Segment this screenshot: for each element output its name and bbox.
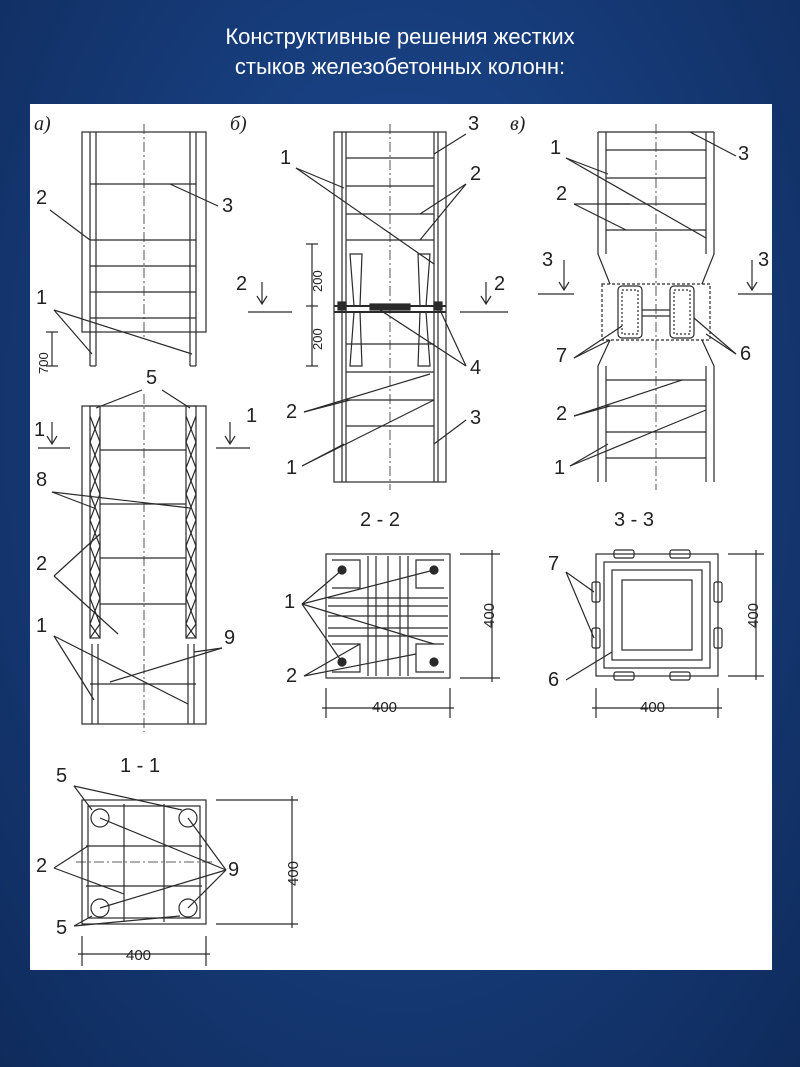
mark-a-2-lower: 2	[36, 553, 48, 575]
mark-v-6: 6	[740, 343, 752, 365]
panel-b-column	[248, 124, 508, 490]
section-label-3-3: 3 - 3	[614, 509, 655, 531]
mark-s22-1: 1	[284, 591, 296, 613]
title-line-2: стыков железобетонных колонн:	[234, 54, 566, 79]
mark-b-cut-2-left: 2	[236, 273, 248, 295]
panel-a-upper-column	[46, 124, 206, 366]
mark-v-2-bottom: 2	[556, 403, 568, 425]
section-label-2-2: 2 - 2	[360, 509, 401, 531]
mark-b-1-bottom: 1	[286, 457, 298, 479]
mark-a-3: 3	[222, 195, 234, 217]
dim-1-1-width: 400	[126, 947, 152, 964]
title-line-1: Конструктивные решения жестких	[225, 24, 575, 49]
slide-title	[0, 22, 800, 82]
mark-b-4: 4	[470, 357, 482, 379]
mark-b-1-top: 1	[280, 147, 292, 169]
mark-v-1-top: 1	[550, 137, 562, 159]
mark-a-1-lower: 1	[36, 615, 48, 637]
mark-v-cut-3-right: 3	[758, 249, 770, 271]
mark-a-2: 2	[36, 187, 48, 209]
dim-200-lower: 200	[310, 328, 325, 350]
section-3-3	[592, 550, 764, 718]
dim-700: 700	[36, 352, 51, 374]
mark-a-5: 5	[146, 367, 158, 389]
dim-3-3-height: 400	[745, 602, 762, 628]
mark-b-2-top: 2	[470, 163, 482, 185]
panel-label-a: а)	[34, 113, 51, 135]
mark-s11-2: 2	[36, 855, 48, 877]
dim-3-3-width: 400	[640, 699, 666, 716]
mark-s11-9: 9	[228, 859, 240, 881]
drawing-canvas	[30, 104, 772, 970]
mark-v-1-bottom: 1	[554, 457, 566, 479]
mark-v-7: 7	[556, 345, 568, 367]
panel-label-v: в)	[510, 113, 526, 135]
mark-a-8: 8	[36, 469, 48, 491]
dim-200-upper: 200	[310, 270, 325, 292]
mark-s11-5-bottom: 5	[56, 917, 68, 939]
mark-a-1: 1	[36, 287, 48, 309]
mark-b-3-top: 3	[468, 113, 480, 135]
dim-1-1-height: 400	[285, 860, 302, 886]
panel-label-b: б)	[230, 113, 247, 135]
mark-v-2-top: 2	[556, 183, 568, 205]
mark-b-2-bottom: 2	[286, 401, 298, 423]
drawing-sheet	[30, 104, 772, 970]
mark-v-3-top: 3	[738, 143, 750, 165]
mark-a-cut-1-left: 1	[34, 419, 46, 441]
dim-2-2-height: 400	[481, 602, 498, 628]
panel-v-column	[538, 124, 772, 490]
mark-b-cut-2-right: 2	[494, 273, 506, 295]
mark-v-cut-3-left: 3	[542, 249, 554, 271]
section-2-2	[322, 550, 500, 718]
section-label-1-1: 1 - 1	[120, 755, 161, 777]
mark-a-cut-1-right: 1	[246, 405, 258, 427]
mark-s22-2: 2	[286, 665, 298, 687]
dim-2-2-width: 400	[372, 699, 398, 716]
mark-s33-6: 6	[548, 669, 560, 691]
mark-s33-7: 7	[548, 553, 560, 575]
mark-s11-5-top: 5	[56, 765, 68, 787]
mark-b-3-bottom: 3	[470, 407, 482, 429]
mark-a-9: 9	[224, 627, 236, 649]
